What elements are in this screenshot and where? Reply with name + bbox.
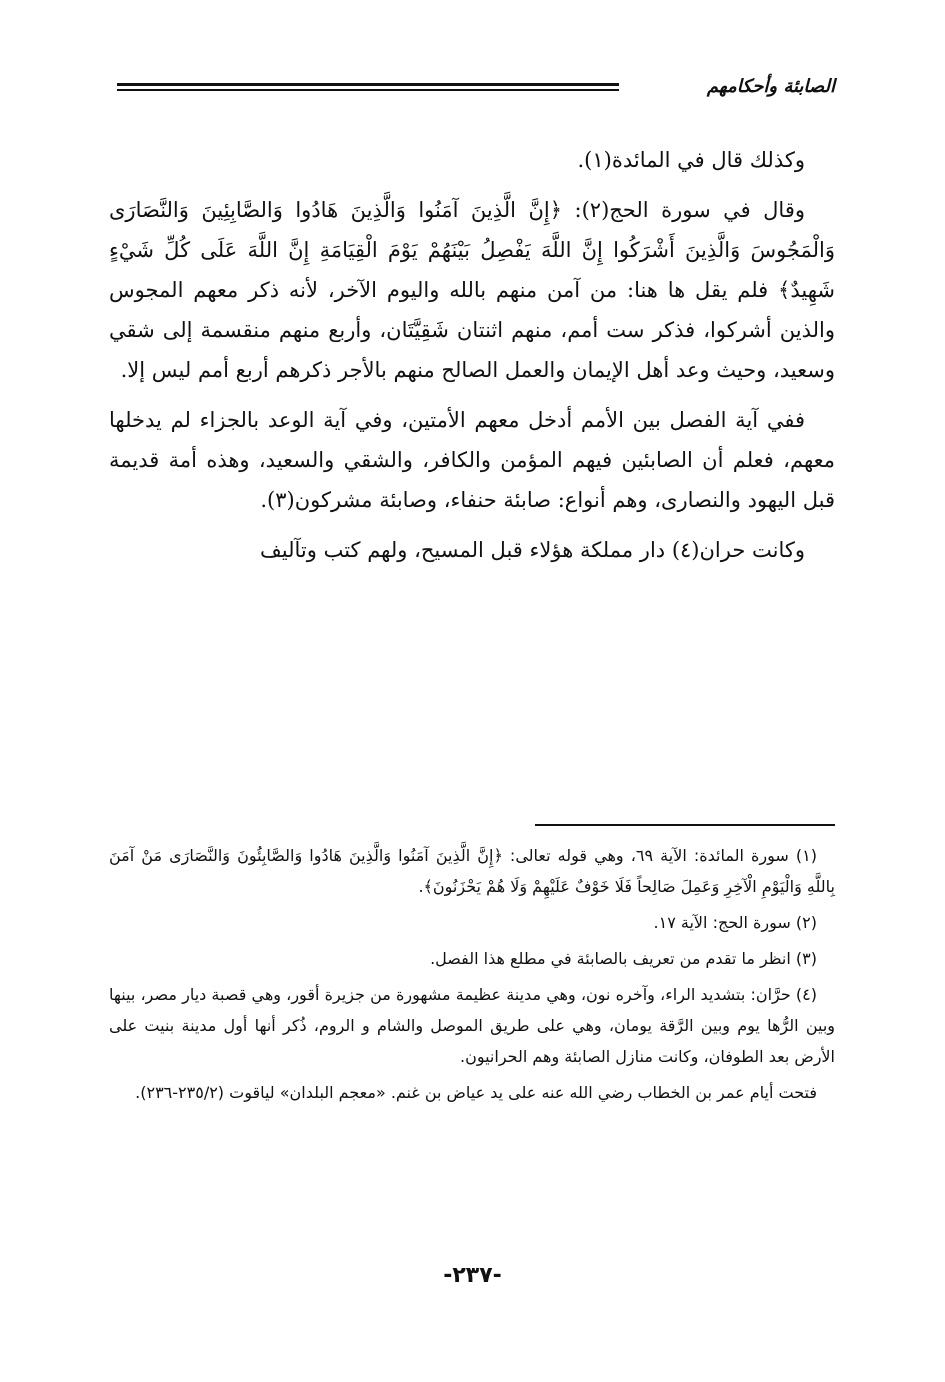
footnote: فتحت أيام عمر بن الخطاب رضي الله عنه على يد عياض بن غنم. «معجم البلدان» لياقوت (٢٣٥/٢-٢٣٦). — [135, 1083, 817, 1102]
footnotes — [109, 840, 835, 1113]
paragraph: وكذلك قال في المائدة(١). — [577, 148, 805, 172]
paragraph: وكانت حران(٤) دار مملكة هؤلاء قبل المسيح، ولهم كتب وتآليف — [260, 538, 805, 562]
paragraph: وقال في سورة الحج(٢): ﴿إِنَّ الَّذِينَ آمَنُوا وَالَّذِينَ هَادُوا وَالصَّابِئِينَ وَالنَّصَارَى وَالْمَجُوسَ وَالَّذِينَ أَشْرَكُوا إِنَّ اللَّهَ يَفْصِلُ بَيْنَهُمْ يَوْمَ الْقِيَامَةِ إِنَّ اللَّهَ عَلَى كُلِّ شَيْءٍ شَهِيدٌ﴾ فلم يقل ها هنا: من آمن منهم بالله واليوم الآخر، لأنه ذكر معهم المجوس والذين أشركوا، فذكر ست أمم، منهم اثنتان شَقِيَّتَان، وأربع منهم منقسمة إلى شقي وسعيد، وحيث وعد أهل الإيمان والعمل الصالح منهم بالأجر ذكرهم أربع أمم ليس إلا. — [109, 198, 835, 382]
footnote: (٤) حرَّان: بتشديد الراء، وآخره نون، وهي مدينة عظيمة مشهورة من جزيرة أقور، وهي قصبة ديار مصر، بينها وبين الرُّها يوم وبين الرَّقة يومان، وهي على طريق الموصل والشام و الروم، ذُكر أنها أول مدينة بنيت على الأرض بعد الطوفان، وكانت منازل الصابئة وهم الحرانيون. — [109, 985, 835, 1066]
header-double-rule — [117, 83, 619, 92]
running-header-title: الصابئة وأحكامهم — [706, 76, 835, 97]
footnote-separator — [535, 824, 835, 826]
footnote: (١) سورة المائدة: الآية ٦٩، وهي قوله تعالى: ﴿إِنَّ الَّذِينَ آمَنُوا وَالَّذِينَ هَادُوا وَالصَّابِئُونَ وَالنَّصَارَى مَنْ آمَنَ بِاللَّهِ وَالْيَوْمِ الْآخِرِ وَعَمِلَ صَالِحاً فَلَا خَوْفٌ عَلَيْهِمْ وَلَا هُمْ يَحْزَنُونَ﴾. — [109, 846, 835, 896]
page-number: -٢٣٧- — [443, 1263, 502, 1288]
footnote: (٢) سورة الحج: الآية ١٧. — [653, 913, 817, 932]
footnote: (٣) انظر ما تقدم من تعريف بالصابئة في مطلع هذا الفصل. — [430, 949, 817, 968]
main-text — [109, 140, 835, 578]
running-header — [117, 70, 835, 110]
paragraph: ففي آية الفصل بين الأمم أدخل معهم الأمتين، وفي آية الوعد بالجزاء لم يدخلها معهم، فعلم أن الصابئين فيهم المؤمن والكافر، والشقي والسعيد، وهذه أمة قديمة قبل اليهود والنصارى، وهم أنواع: صابئة حنفاء، وصابئة مشركون(٣). — [109, 408, 835, 512]
